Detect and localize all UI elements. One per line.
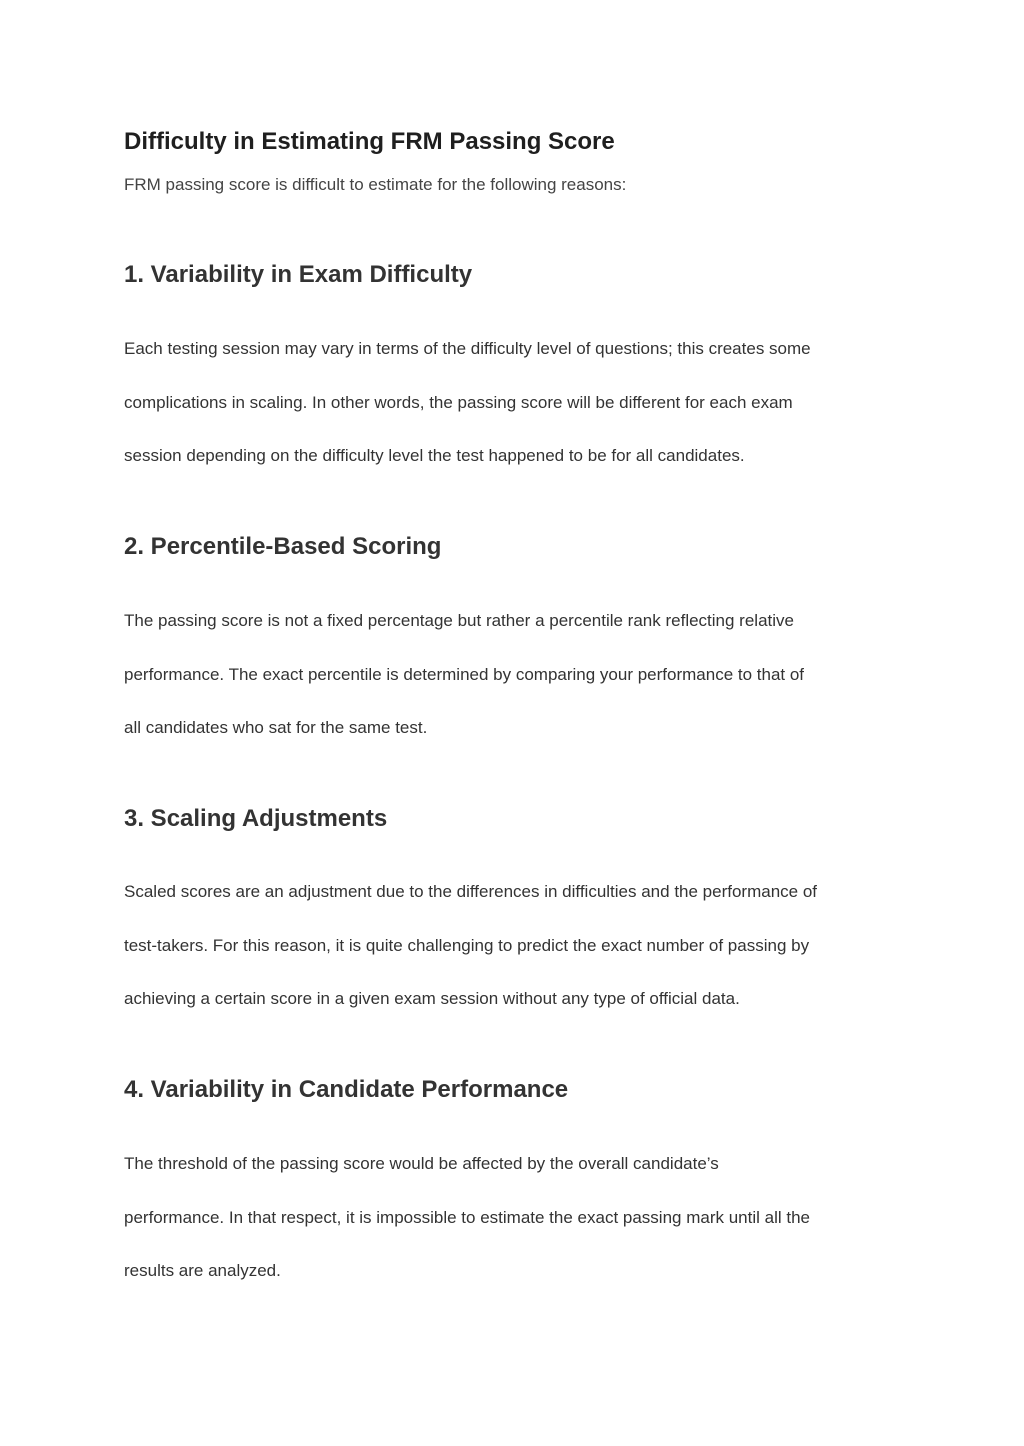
section-heading-candidate-performance: 4. Variability in Candidate Performance [124, 1076, 569, 1103]
paragraph-line: test-takers. For this reason, it is quite challenging to predict the exact number of passing by [124, 935, 810, 955]
page-title: Difficulty in Estimating FRM Passing Score [124, 128, 615, 155]
section-body-exam-difficulty [124, 322, 914, 483]
section-heading-scaling-adjustments: 3. Scaling Adjustments [124, 805, 388, 832]
section-heading-exam-difficulty: 1. Variability in Exam Difficulty [124, 261, 473, 288]
paragraph-line: Each testing session may vary in terms of the difficulty level of questions; this creates some [124, 339, 811, 358]
intro-paragraph: FRM passing score is difficult to estimate for the following reasons: [124, 175, 627, 194]
paragraph-line: Scaled scores are an adjustment due to the differences in difficulties and the performance of [124, 882, 818, 901]
paragraph-line: The threshold of the passing score would be affected by the overall candidate’s [124, 1154, 719, 1173]
paragraph-line: The passing score is not a fixed percentage but rather a percentile rank reflecting relative [124, 611, 794, 630]
paragraph-line: complications in scaling. In other words, the passing score will be different for each exam [124, 392, 793, 412]
paragraph-line: performance. In that respect, it is impossible to estimate the exact passing mark until all the [124, 1207, 810, 1227]
section-body-percentile-scoring [124, 594, 914, 755]
section-body-candidate-performance [124, 1137, 914, 1298]
paragraph-line: session depending on the difficulty level the test happened to be for all candidates. [124, 446, 745, 465]
paragraph-line: results are analyzed. [124, 1261, 281, 1280]
paragraph-line: achieving a certain score in a given exam session without any type of official data. [124, 989, 740, 1008]
paragraph-line: all candidates who sat for the same test. [124, 718, 428, 737]
section-body-scaling-adjustments [124, 865, 914, 1026]
section-heading-percentile-scoring: 2. Percentile-Based Scoring [124, 533, 442, 560]
paragraph-line: performance. The exact percentile is determined by comparing your performance to that of [124, 664, 805, 684]
